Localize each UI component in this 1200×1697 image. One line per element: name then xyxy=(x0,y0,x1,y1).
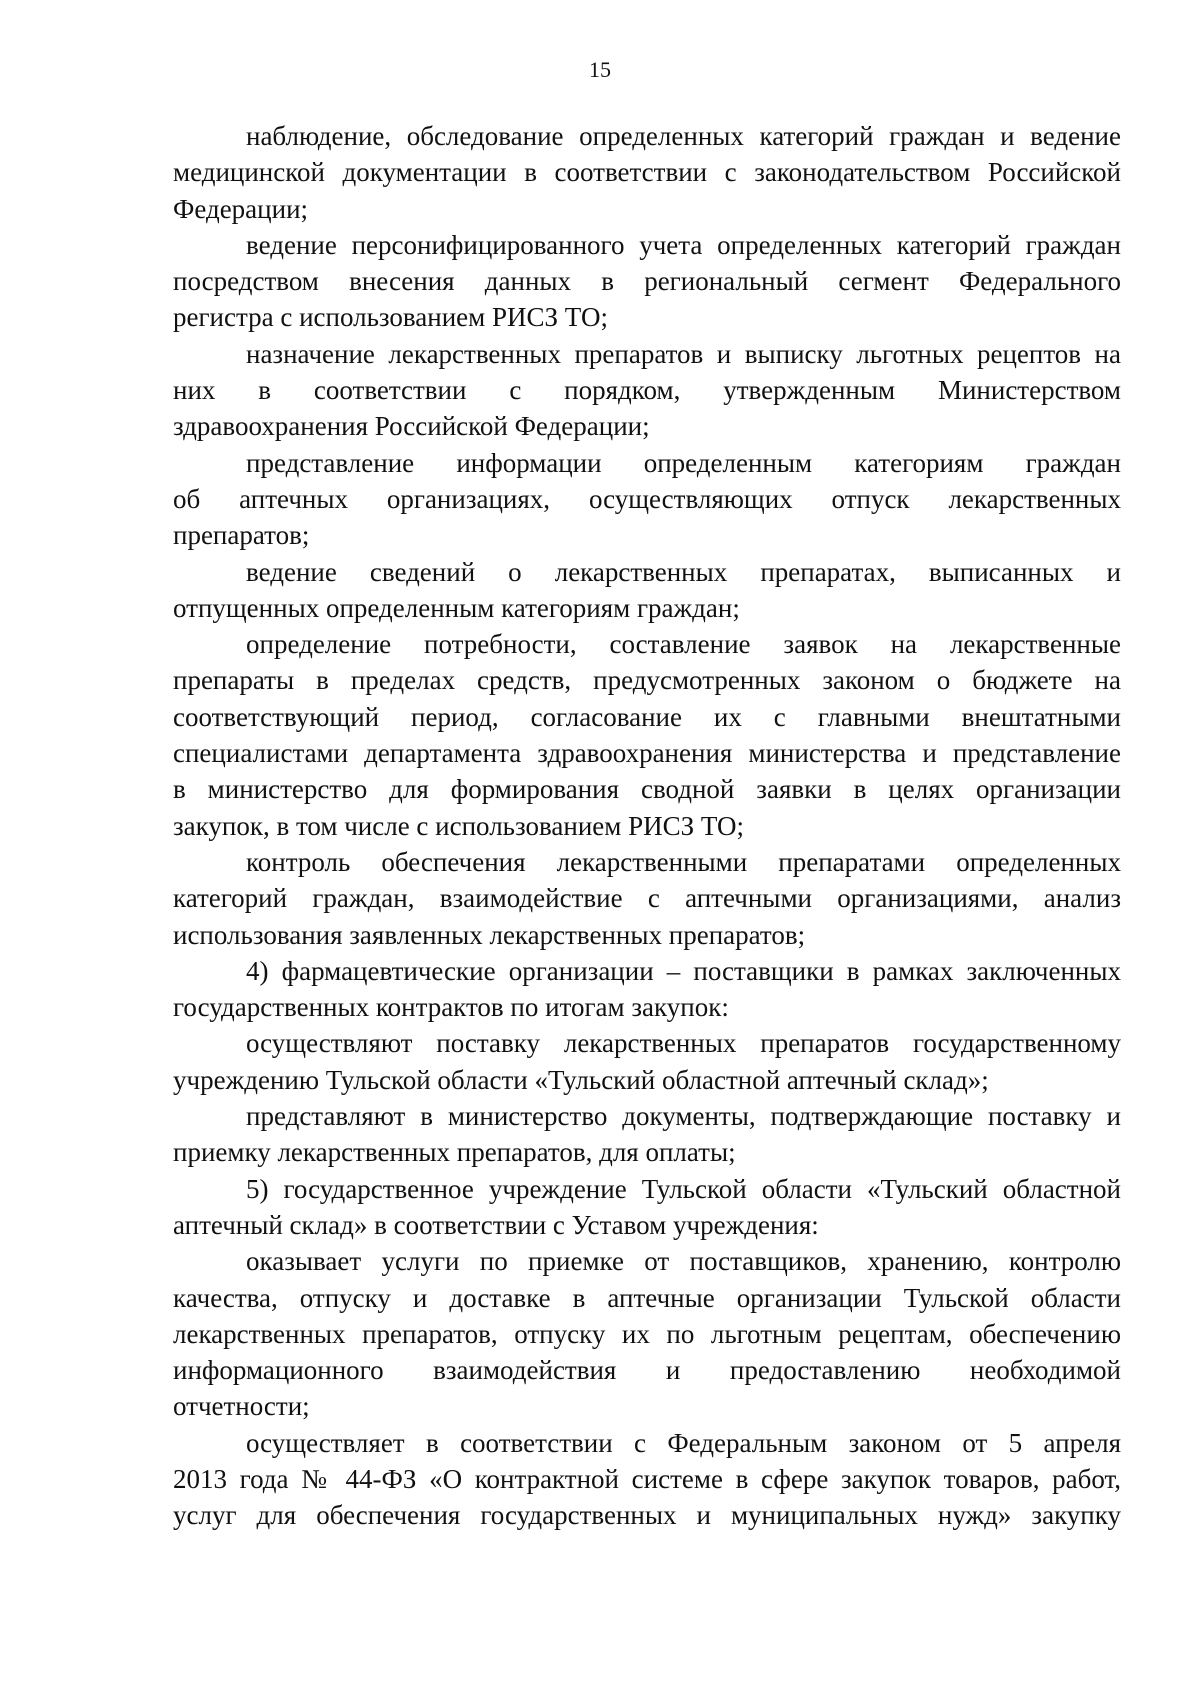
text-line: ведение персонифицированного учета определенных категорий граждан xyxy=(246,229,1121,260)
paragraph xyxy=(173,1425,1121,1534)
text-line: определение потребности, составление заявок на лекарственные xyxy=(246,629,1121,660)
text-line: контроль обеспечения лекарственными препаратами определенных xyxy=(246,846,1121,877)
text-line: осуществляют поставку лекарственных препаратов государственному xyxy=(246,1028,1121,1059)
text-line: аптечный склад» в соответствии с Уставом учреждения: xyxy=(173,1209,819,1240)
page-number: 15 xyxy=(589,57,611,82)
paragraph xyxy=(173,554,1121,627)
text-line: оказывает услуги по приемке от поставщиков, хранению, контролю xyxy=(246,1246,1121,1277)
text-line: наблюдение, обследование определенных категорий граждан и ведение xyxy=(246,121,1121,151)
text-line: об аптечных организациях, осуществляющих отпуск лекарственных xyxy=(173,483,1121,514)
paragraph xyxy=(173,626,1121,844)
paragraph xyxy=(173,227,1121,336)
text-line: регистра с использованием РИСЗ ТО; xyxy=(173,302,608,333)
text-line: Федерации; xyxy=(173,193,309,224)
paragraph xyxy=(173,336,1121,445)
text-line: лекарственных препаратов, отпуску их по льготным рецептам, обеспечению xyxy=(173,1318,1121,1349)
paragraph xyxy=(173,844,1121,953)
text-line: использования заявленных лекарственных препаратов; xyxy=(173,919,806,950)
text-line: посредством внесения данных в региональный сегмент Федерального xyxy=(173,266,1121,297)
paragraph xyxy=(173,953,1121,1026)
text-line: учреждению Тульской области «Тульский областной аптечный склад»; xyxy=(173,1064,989,1095)
text-line: 5) государственное учреждение Тульской области «Тульский областной xyxy=(246,1173,1121,1204)
text-line: качества, отпуску и доставке в аптечные организации Тульской области xyxy=(173,1282,1121,1313)
text-line: здравоохранения Российской Федерации; xyxy=(173,411,650,442)
text-line: приемку лекарственных препаратов, для оплаты; xyxy=(173,1137,736,1168)
text-line: услуг для обеспечения государственных и муниципальных нужд» закупку xyxy=(173,1500,1121,1531)
document-body xyxy=(173,118,1121,1534)
text-line: соответствующий период, согласование их с главными внештатными xyxy=(173,701,1121,732)
text-line: государственных контрактов по итогам закупок: xyxy=(173,992,729,1023)
text-line: представление информации определенным категориям граждан xyxy=(246,447,1121,478)
paragraph xyxy=(173,1243,1121,1424)
text-line: в министерство для формирования сводной заявки в целях организации xyxy=(173,774,1121,805)
text-line: назначение лекарственных препаратов и выписку льготных рецептов на xyxy=(246,338,1121,369)
text-line: препараты в пределах средств, предусмотренных законом о бюджете на xyxy=(173,665,1121,696)
paragraph xyxy=(173,118,1121,227)
text-line: препаратов; xyxy=(173,520,310,551)
text-line: категорий граждан, взаимодействие с аптечными организациями, анализ xyxy=(173,883,1121,914)
text-line: ведение сведений о лекарственных препаратах, выписанных и xyxy=(246,556,1121,587)
text-line: специалистами департамента здравоохранения министерства и представление xyxy=(173,738,1121,769)
text-line: 2013 года № 44-ФЗ «О контрактной системе в сфере закупок товаров, работ, xyxy=(173,1463,1121,1494)
text-line: медицинской документации в соответствии с законодательством Российской xyxy=(173,157,1121,188)
paragraph xyxy=(173,1098,1121,1171)
text-line: отпущенных определенным категориям граждан; xyxy=(173,592,740,623)
text-line: осуществляет в соответствии с Федеральным законом от 5 апреля xyxy=(246,1427,1121,1458)
text-line: представляют в министерство документы, подтверждающие поставку и xyxy=(246,1101,1121,1132)
text-line: отчетности; xyxy=(173,1391,310,1422)
paragraph xyxy=(173,1025,1121,1098)
text-line: 4) фармацевтические организации – поставщики в рамках заключенных xyxy=(246,955,1121,986)
paragraph xyxy=(173,1171,1121,1244)
text-line: информационного взаимодействия и предоставлению необходимой xyxy=(173,1355,1121,1386)
text-line: них в соответствии с порядком, утвержденным Министерством xyxy=(173,375,1121,406)
paragraph xyxy=(173,445,1121,554)
text-line: закупок, в том числе с использованием РИСЗ ТО; xyxy=(173,810,745,841)
